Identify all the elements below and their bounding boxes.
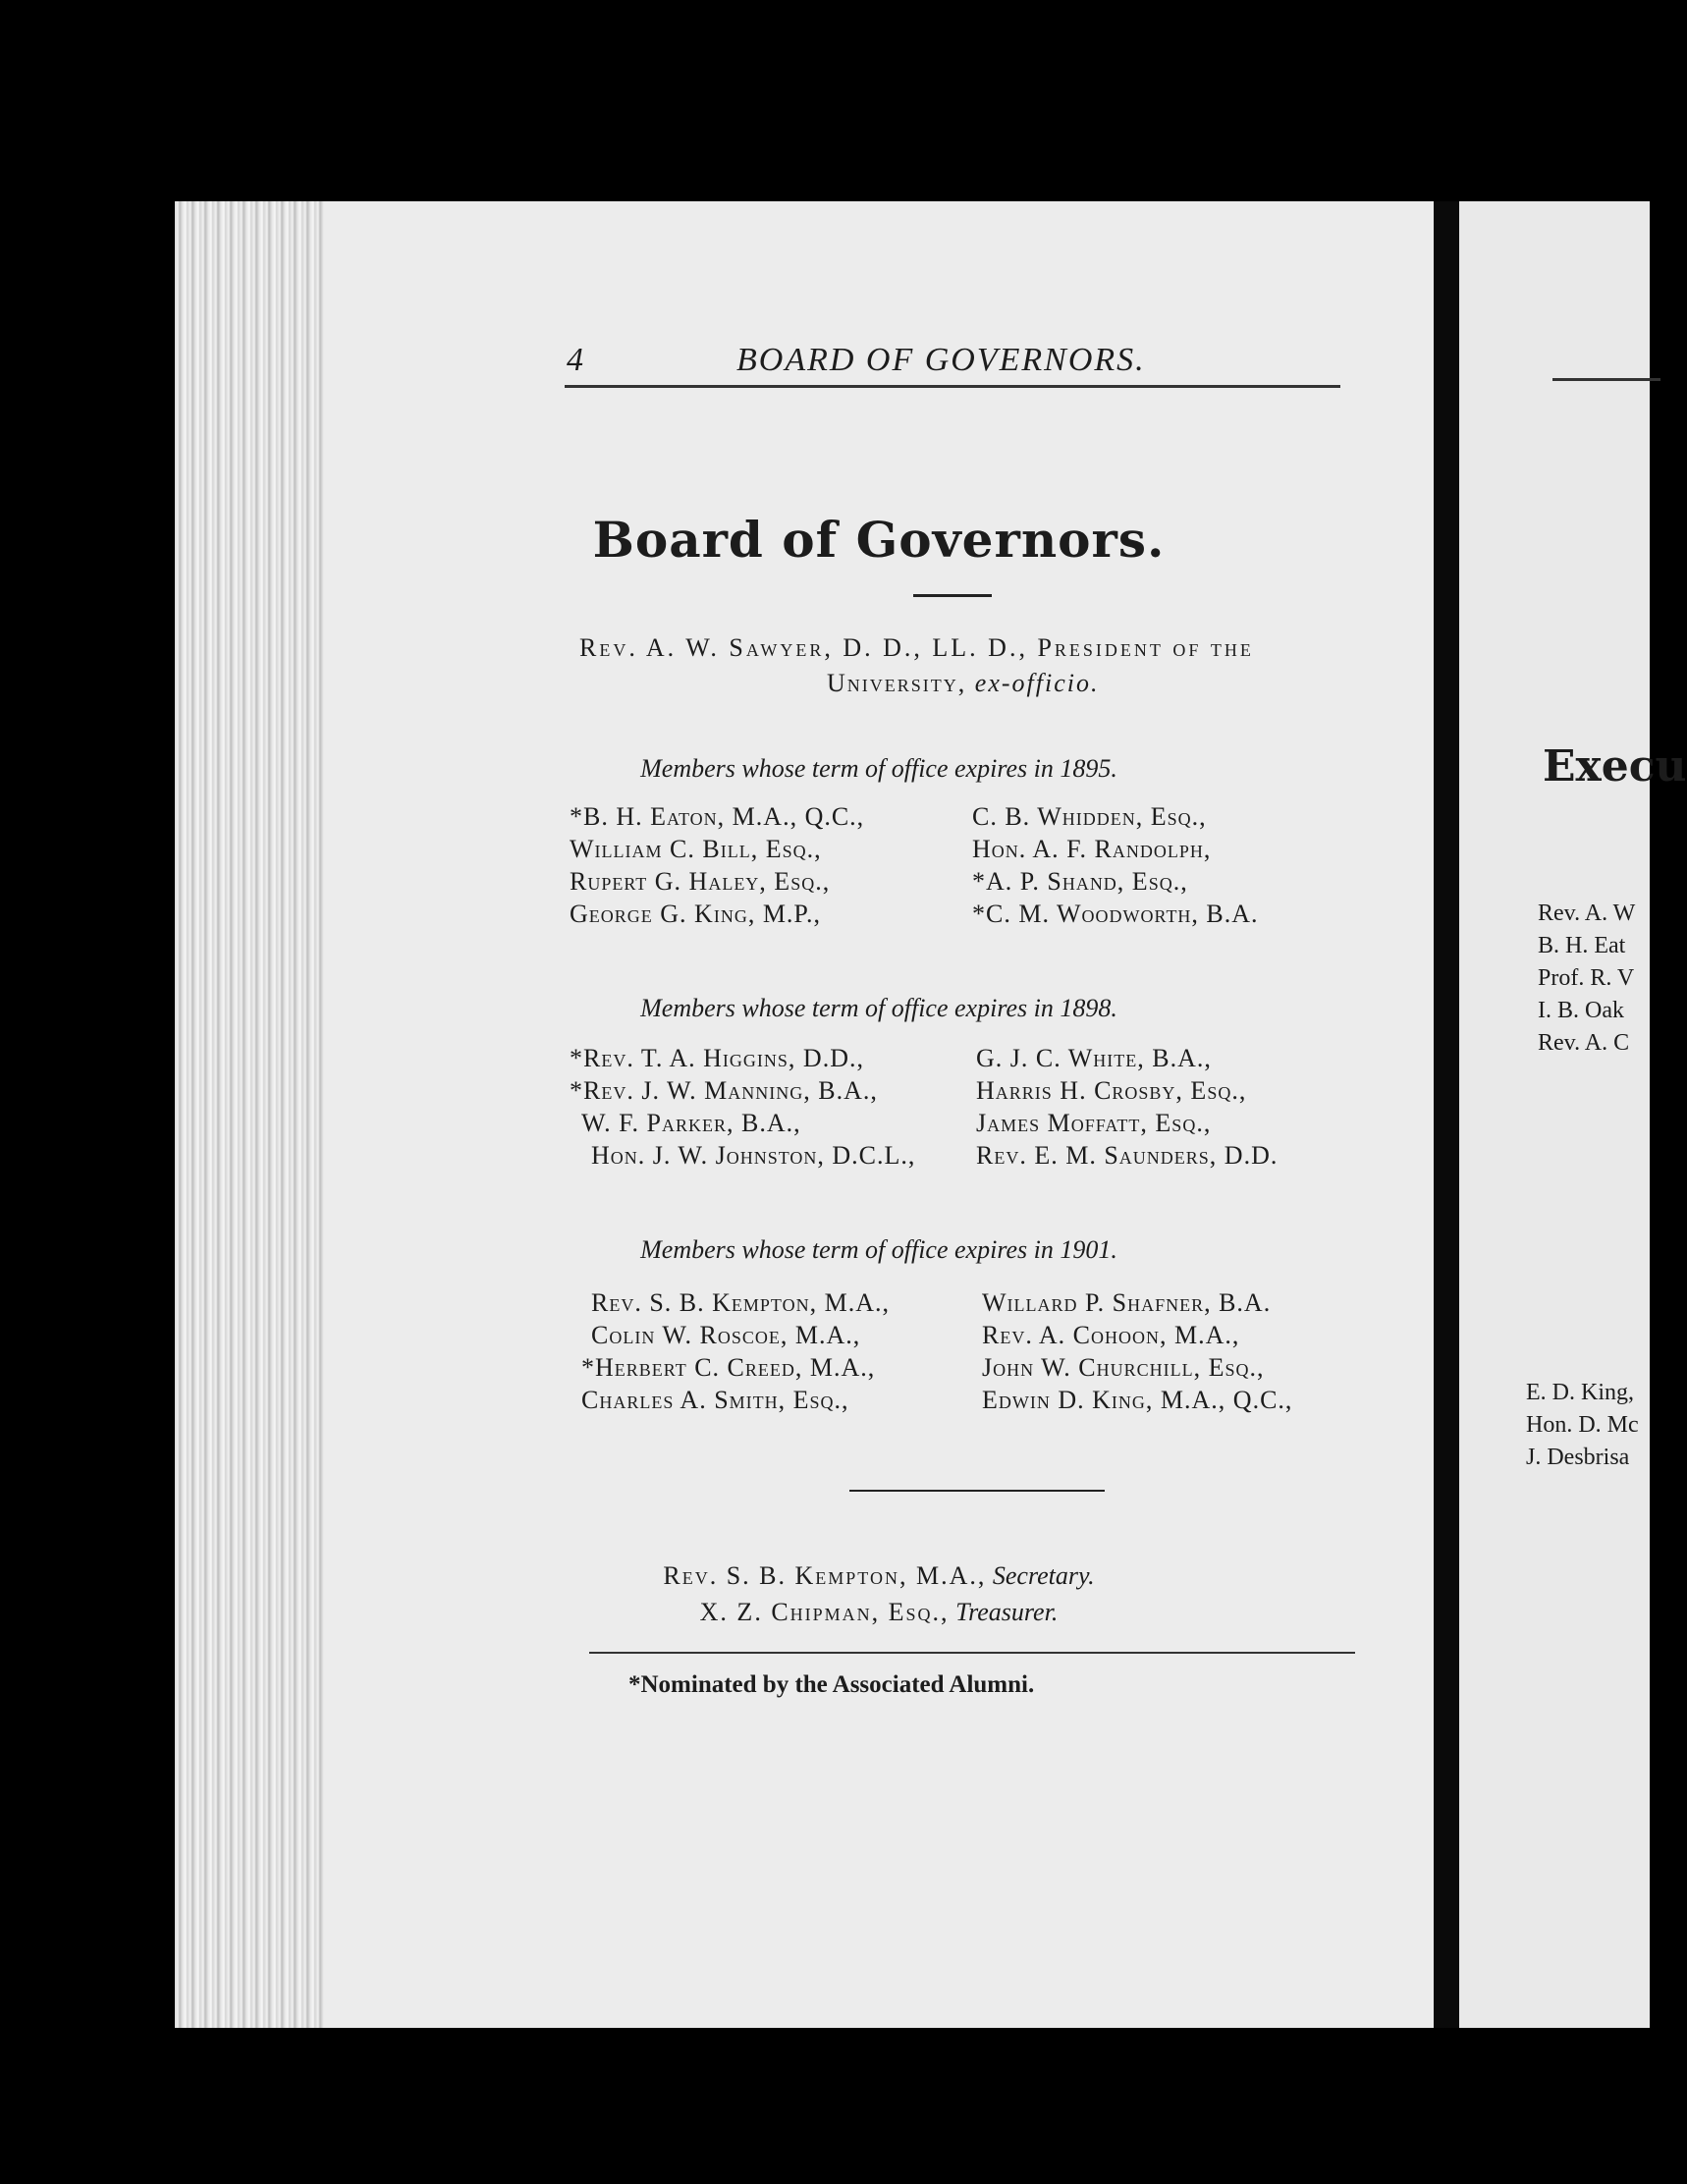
officer-secretary-role: Secretary. [992, 1561, 1095, 1590]
officer-secretary [324, 1561, 1434, 1591]
member-1901-l4: Charles A. Smith, Esq., [581, 1386, 849, 1414]
member-1898-l1: *Rev. T. A. Higgins, D.D., [570, 1044, 864, 1072]
president-line-2-italic: ex-officio. [974, 669, 1100, 697]
president-line-1: Rev. A. W. Sawyer, D. D., LL. D., President of the [579, 633, 1254, 662]
section-heading-1895: Members whose term of office expires in 1895. [640, 754, 1117, 783]
officer-treasurer-role: Treasurer. [955, 1598, 1059, 1626]
adjacent-line-7: Hon. D. Mc [1526, 1412, 1639, 1438]
member-1895-l3: Rupert G. Haley, Esq., [570, 867, 831, 896]
officers-rule [849, 1490, 1105, 1492]
section-heading-1898: Members whose term of office expires in 1898. [640, 994, 1117, 1022]
adjacent-line-8: J. Desbrisa [1526, 1445, 1630, 1470]
member-1895-r4: *C. M. Woodworth, B.A. [972, 900, 1259, 928]
running-title: BOARD OF GOVERNORS. [736, 342, 1146, 378]
member-1898-r4: Rev. E. M. Saunders, D.D. [976, 1141, 1279, 1170]
page-number: 4 [567, 342, 583, 378]
president-line-2 [827, 669, 1099, 698]
book-page-edge [175, 201, 326, 2028]
member-1898-r3: James Moffatt, Esq., [976, 1109, 1212, 1137]
page-heading: Board of Governors. [592, 511, 1166, 569]
officer-secretary-name: Rev. S. B. Kempton, M.A., [663, 1561, 987, 1590]
member-1898-l4: Hon. J. W. Johnston, D.C.L., [591, 1141, 916, 1170]
footnote: *Nominated by the Associated Alumni. [628, 1671, 1035, 1698]
member-1895-l4: George G. King, M.P., [570, 900, 822, 928]
adjacent-line-4: I. B. Oak [1538, 998, 1624, 1023]
heading-rule [913, 594, 992, 597]
adjacent-line-6: E. D. King, [1526, 1380, 1634, 1405]
member-1895-r1: C. B. Whidden, Esq., [972, 802, 1207, 831]
member-1901-r4: Edwin D. King, M.A., Q.C., [982, 1386, 1293, 1414]
adjacent-page [1459, 201, 1687, 2028]
president-line-2-prefix: University, [827, 669, 967, 697]
header-rule [565, 385, 1340, 388]
member-1901-r1: Willard P. Shafner, B.A. [982, 1288, 1272, 1317]
member-1898-r1: G. J. C. White, B.A., [976, 1044, 1212, 1072]
adjacent-line-1: Rev. A. W [1538, 901, 1636, 926]
member-1895-r2: Hon. A. F. Randolph, [972, 835, 1212, 863]
member-1895-l1: *B. H. Eaton, M.A., Q.C., [570, 802, 865, 831]
book-gutter [1434, 201, 1459, 2028]
member-1895-l2: William C. Bill, Esq., [570, 835, 822, 863]
member-1898-r2: Harris H. Crosby, Esq., [976, 1076, 1247, 1105]
member-1895-r3: *A. P. Shand, Esq., [972, 867, 1188, 896]
book-page [324, 201, 1434, 2028]
footnote-rule [589, 1652, 1355, 1654]
adjacent-line-3: Prof. R. V [1538, 965, 1635, 991]
officer-treasurer-name: X. Z. Chipman, Esq., [699, 1598, 950, 1626]
member-1901-l3: *Herbert C. Creed, M.A., [581, 1353, 876, 1382]
member-1901-r2: Rev. A. Cohoon, M.A., [982, 1321, 1240, 1349]
adjacent-heading: Execu [1543, 741, 1687, 792]
member-1898-l2: *Rev. J. W. Manning, B.A., [570, 1076, 878, 1105]
adjacent-line-2: B. H. Eat [1538, 933, 1626, 958]
member-1901-l1: Rev. S. B. Kempton, M.A., [591, 1288, 890, 1317]
member-1901-l2: Colin W. Roscoe, M.A., [591, 1321, 861, 1349]
adjacent-line-5: Rev. A. C [1538, 1030, 1630, 1056]
section-heading-1901: Members whose term of office expires in 1901. [640, 1235, 1117, 1264]
officer-treasurer [324, 1598, 1434, 1627]
member-1901-r3: John W. Churchill, Esq., [982, 1353, 1265, 1382]
member-1898-l3: W. F. Parker, B.A., [581, 1109, 801, 1137]
adjacent-header-rule [1552, 378, 1660, 381]
